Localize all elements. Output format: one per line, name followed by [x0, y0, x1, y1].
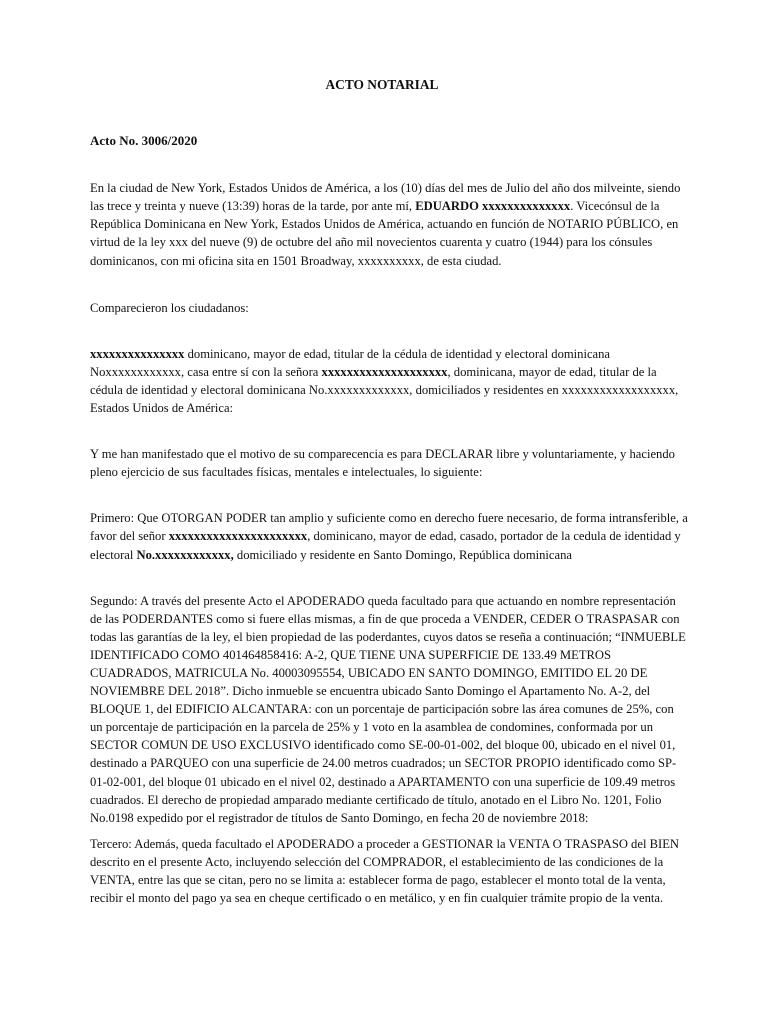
manifest-paragraph: Y me han manifestado que el motivo de su comparecencia es para DECLARAR libre y voluntariamente, y haciendo pleno ejercicio de sus facultades físicas, mentales e intelectuales, lo siguiente: — [90, 447, 675, 480]
notary-name: EDUARDO xxxxxxxxxxxxxx — [415, 199, 571, 214]
acto-number: Acto No. 3006/2020 — [90, 133, 198, 149]
segundo-paragraph: Segundo: A través del presente Acto el APODERADO queda facultado para que actuando en nombre representación de las PODERDANTES como si fuere ellas mismas, a fin de que proceda a VENDER, CEDER O TRASPASAR con todas las garantías de la ley, el bien propiedad de las poderdantes, cuyos datos se reseña a continuación; “INMUEBLE IDENTIFICADO COMO 401464858416: A-2, QUE TIENE UNA SUPERFICIE DE 133.49 METROS CUADRADOS, MATRICULA No. 40003095554, UBICADO EN SANTO DOMINGO, EMITIDO EL 20 DE NOVIEMBRE DEL 2018”. Dicho inmueble se encuentra ubicado Santo Domingo el Apartamento No. A-2, del BLOQUE 1, del EDIFICIO ALCANTARA: con un porcentaje de participación sobre las área comunes de 25%, con un porcentaje de participación en la parcela de 25% y 1 voto en la asamblea de condomines, conformada por un SECTOR COMUN DE USO EXCLUSIVO identificado como SE-00-01-002, del bloque 00, ubicado en el nivel 01, destinado a PARQUEO con una superficie de 24.00 metros cuadrados; un SECTOR PROPIO identificado como SP-01-02-001, del bloque 01 ubicado en el nivel 02, destinado a APARTAMENTO con una superficie de 109.49 metros cuadrados. El derecho de propiedad amparado mediante certificado de título, anotado en el Libro No. 1201, Folio No.0198 expedido por el registrador de títulos de Santo Domingo, en fecha 20 de noviembre 2018: — [90, 593, 686, 825]
intro-text-1: En la ciudad de New York, Estados Unidos de América, a los (10) días del mes de Julio del año dos milveinte, siendo las trece y treinta y nueve (13:39) horas de la tarde, por ante mí, — [90, 181, 681, 214]
intro-text-2: . Vicecónsul de la República Dominicana en New York, Estados Unidos de América, actuando en función de NOTARIO PÚBLICO, en virtud de la ley xxx del nueve (9) de octubre del año mil novecientos cuarenta y cuatro (1944) para los cónsules dominicanos, con mi oficina sita en 1501 Broadway, xxxxxxxxxx, de esta ciudad. — [90, 199, 679, 268]
primero-text-1: Primero: Que OTORGAN PODER tan amplio y suficiente como en derecho fuere necesario, de forma intransferible, a favor del señor — [90, 511, 688, 544]
party-1-name: xxxxxxxxxxxxxxx — [90, 346, 185, 361]
parties-paragraph — [90, 345, 688, 417]
apoderado-cedula: No.xxxxxxxxxxxx, — [136, 547, 234, 562]
parties-text-1: dominicano, mayor de edad, titular de la cédula de identidad y electoral dominicana Noxxxxxxxxxxxx, casa entre sí con la señora — [90, 346, 611, 379]
intro-paragraph — [90, 179, 688, 269]
primero-paragraph — [90, 509, 688, 563]
document-title: ACTO NOTARIAL — [325, 77, 439, 92]
parties-text-2: , dominicana, mayor de edad, titular de la cédula de identidad y electoral dominicana No.xxxxxxxxxxxxx, domiciliados y residentes en xxxxxxxxxxxxxxxxxx, Estados Unidos de América: — [90, 364, 679, 416]
party-2-name: xxxxxxxxxxxxxxxxxxxx — [321, 364, 448, 379]
primero-text-3: domiciliado y residente en Santo Domingo, República dominicana — [233, 547, 572, 562]
comparecieron-paragraph: Comparecieron los ciudadanos: — [90, 300, 249, 315]
apoderado-name: xxxxxxxxxxxxxxxxxxxxxx — [168, 529, 308, 544]
tercero-paragraph: Tercero: Además, queda facultado el APODERADO a proceder a GESTIONAR la VENTA O TRASPASO del BIEN descrito en el presente Acto, incluyendo selección del COMPRADOR, el establecimiento de las condiciones de la VENTA, entre las que se citan, pero no se limita a: establecer forma de pago, establecer el monto total de la venta, recibir el monto del pago ya sea en cheque certificado o en metálico, y en fin cualquier trámite propio de la venta. — [90, 836, 679, 906]
primero-text-2: , dominicano, mayor de edad, casado, portador de la cedula de identidad y electoral — [90, 529, 681, 562]
